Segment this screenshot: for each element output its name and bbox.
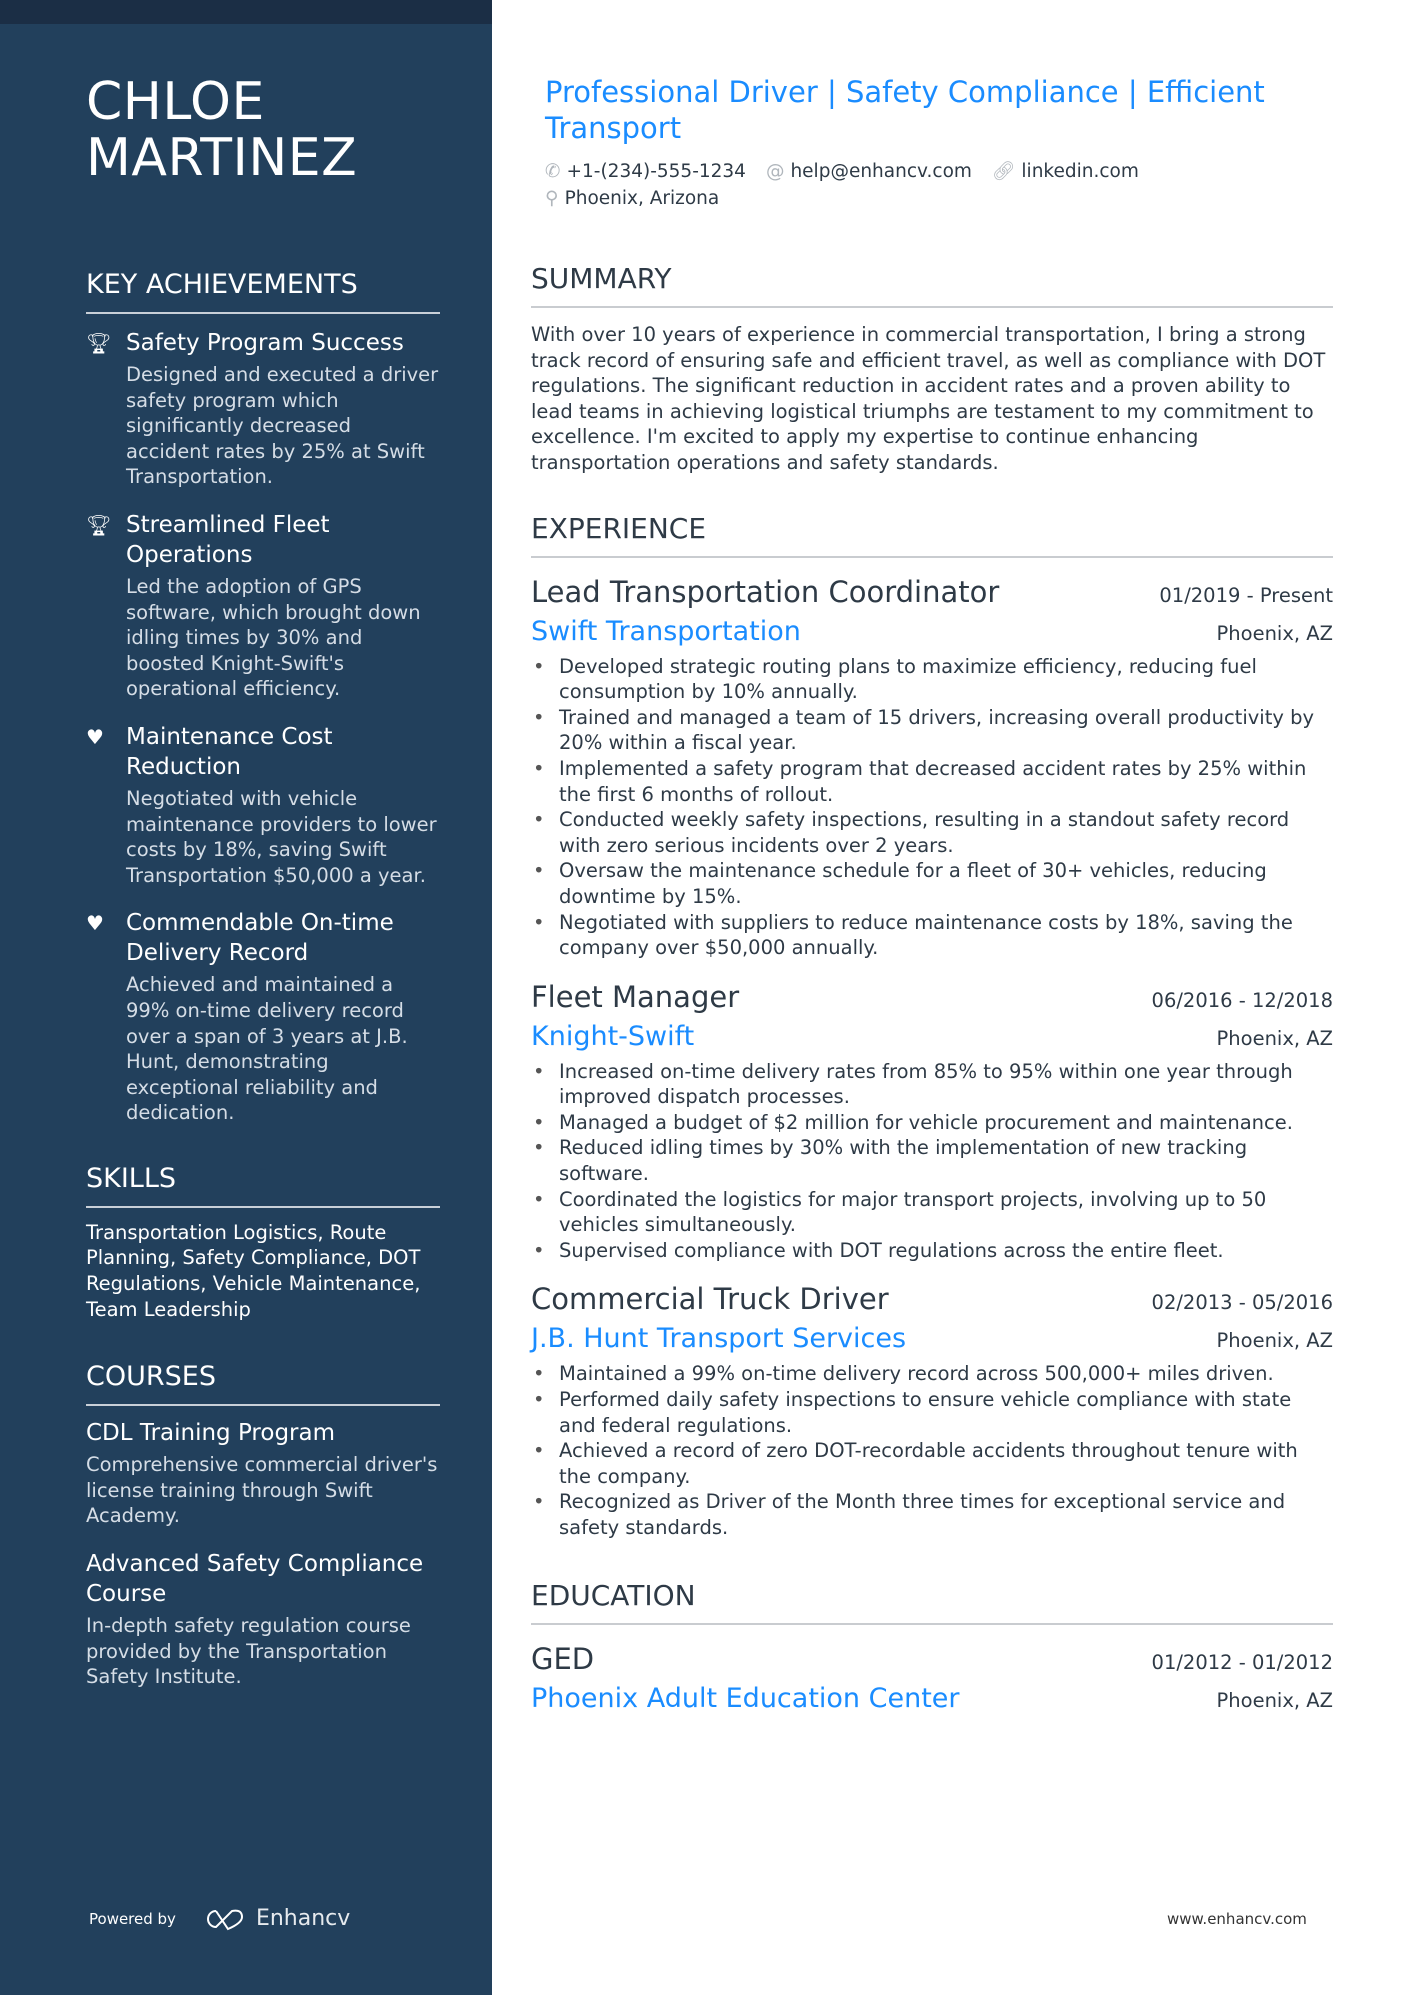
email[interactable] — [766, 158, 972, 185]
location-text: Phoenix, Arizona — [564, 188, 720, 209]
contact-info — [545, 158, 1245, 212]
achievement-body — [126, 328, 440, 490]
job-entry — [531, 1279, 1333, 1540]
job-location: Phoenix, AZ — [1216, 621, 1333, 645]
headline: Professional Driver | Safety Compliance | Efficient Transport — [545, 75, 1265, 145]
job-dates: 02/2013 - 05/2016 — [1151, 1291, 1333, 1315]
bullet-item: • Oversaw the maintenance schedule for a fleet of 30+ vehicles, reducing downtime by 15%. — [531, 858, 1333, 909]
link-icon: 🔗︎ — [991, 161, 1016, 182]
skills-heading: SKILLS — [86, 1162, 440, 1208]
trophy-icon: 🏆︎ — [86, 512, 112, 537]
course-description: Comprehensive commercial driver's license training through Swift Academy. — [86, 1453, 438, 1528]
bullet-item: • Reduced idling times by 30% with the implementation of new tracking software. — [531, 1135, 1333, 1186]
achievement-body — [126, 908, 440, 1126]
achievement-title: Safety Program Success — [126, 330, 404, 356]
job-header — [531, 977, 1333, 1017]
last-name: MARTINEZ — [86, 128, 358, 188]
achievement-description: Led the adoption of GPS software, which brought down idling times by 30% and boosted Knight-Swift's operational efficiency. — [126, 574, 421, 701]
link-text[interactable]: linkedin.com — [1021, 161, 1139, 182]
bullet-item: • Trained and managed a team of 15 drivers, increasing overall productivity by 20% within a fiscal year. — [531, 705, 1333, 756]
achievement-item — [86, 722, 440, 888]
achievements-heading: KEY ACHIEVEMENTS — [86, 268, 440, 314]
enhancv-logo[interactable] — [202, 1906, 350, 1931]
summary-text: With over 10 years of experience in commercial transportation, I bring a strong track record of ensuring safe and efficient travel, as well as compliance with DOT regulations. The significant reduction in accident rates and a proven ability to lead teams in achieving logistical triumphs are testament to my commitment to excellence. I'm excited to apply my expertise to continue enhancing transportation operations and safety standards. — [531, 323, 1326, 474]
bullet-item: • Supervised compliance with DOT regulations across the entire fleet. — [531, 1238, 1333, 1264]
achievement-title: Streamlined Fleet Operations — [126, 511, 330, 568]
skills-text: Transportation Logistics, Route Planning, Safety Compliance, DOT Regulations, Vehicle Maintenance, Team Leadership — [86, 1220, 421, 1321]
bullet-item: • Coordinated the logistics for major transport projects, involving up to 50 vehicles simultaneously. — [531, 1187, 1333, 1238]
bullet-item: • Negotiated with suppliers to reduce maintenance costs by 18%, saving the company over $50,000 annually. — [531, 910, 1333, 961]
achievement-item — [86, 510, 440, 702]
course-title: Advanced Safety Compliance Course — [86, 1551, 424, 1608]
phone — [545, 158, 746, 185]
courses-list — [86, 1418, 440, 1690]
email-text[interactable]: help@enhancv.com — [790, 161, 972, 182]
phone-icon: ✆ — [545, 161, 561, 182]
heart-icon: ♥ — [86, 724, 104, 749]
job-title: Commercial Truck Driver — [531, 1282, 889, 1317]
achievement-item — [86, 908, 440, 1126]
company-name: Knight-Swift — [531, 1020, 695, 1052]
location — [545, 185, 719, 212]
company-name: J.B. Hunt Transport Services — [531, 1323, 907, 1355]
course-title: CDL Training Program — [86, 1420, 336, 1447]
achievements-list — [86, 328, 440, 1126]
sidebar — [0, 0, 492, 1995]
company-name: Swift Transportation — [531, 615, 801, 647]
first-name: CHLOE — [86, 72, 265, 132]
achievement-item — [86, 328, 440, 490]
job-company-row — [531, 612, 1333, 652]
bullet-item: • Maintained a 99% on-time delivery record across 500,000+ miles driven. — [531, 1361, 1333, 1387]
achievement-body — [126, 722, 440, 888]
achievement-description: Negotiated with vehicle maintenance providers to lower costs by 18%, saving Swift Transportation $50,000 a year. — [126, 786, 437, 887]
experience-list — [531, 572, 1333, 1541]
bullet-item: • Managed a budget of $2 million for vehicle procurement and maintenance. — [531, 1110, 1333, 1136]
job-location: Phoenix, AZ — [1216, 1329, 1333, 1353]
bullet-item: • Developed strategic routing plans to maximize efficiency, reducing fuel consumption by 10% annually. — [531, 654, 1333, 705]
job-dates: 06/2016 - 12/2018 — [1151, 988, 1333, 1012]
summary-heading: SUMMARY — [531, 262, 1333, 308]
job-entry — [531, 977, 1333, 1264]
education-heading: EDUCATION — [531, 1579, 1333, 1625]
job-bullets — [531, 654, 1333, 961]
job-company-row — [531, 1319, 1333, 1359]
course-description: In-depth safety regulation course provided by the Transportation Safety Institute. — [86, 1614, 411, 1689]
job-title: Fleet Manager — [531, 979, 740, 1014]
location-pin-icon: ⚲ — [545, 188, 559, 209]
job-entry — [531, 572, 1333, 961]
bullet-item: • Increased on-time delivery rates from 85% to 95% within one year through improved dispatch processes. — [531, 1059, 1333, 1110]
course-item — [86, 1549, 440, 1690]
candidate-name — [86, 74, 440, 186]
job-header — [531, 1279, 1333, 1319]
education-location: Phoenix, AZ — [1216, 1688, 1333, 1712]
achievement-description: Designed and executed a driver safety program which significantly decreased accident rates by 25% at Swift Transportation. — [126, 363, 439, 489]
link[interactable] — [992, 158, 1139, 185]
powered-by — [89, 1906, 350, 1931]
job-company-row — [531, 1017, 1333, 1057]
main-content — [531, 74, 1333, 1719]
heart-icon: ♥ — [86, 911, 104, 936]
bullet-item: • Achieved a record of zero DOT-recordable accidents throughout tenure with the company. — [531, 1438, 1333, 1489]
bullet-item: • Conducted weekly safety inspections, resulting in a standout safety record with zero serious incidents over 2 years. — [531, 807, 1333, 858]
achievement-body — [126, 510, 440, 702]
bullet-item: • Implemented a safety program that decreased accident rates by 25% within the first 6 months of rollout. — [531, 756, 1333, 807]
job-header — [531, 572, 1333, 612]
bullet-item: • Performed daily safety inspections to ensure vehicle compliance with state and federal regulations. — [531, 1387, 1333, 1438]
school: Phoenix Adult Education Center — [531, 1682, 960, 1714]
top-band — [0, 0, 492, 24]
job-dates: 01/2019 - Present — [1159, 583, 1333, 607]
enhancv-logo-icon — [202, 1907, 248, 1931]
degree: GED — [531, 1641, 595, 1676]
at-icon: @ — [765, 161, 785, 182]
enhancv-logo-text: Enhancv — [255, 1906, 351, 1931]
education-entry — [531, 1639, 1333, 1719]
achievement-title: Maintenance Cost Reduction — [126, 723, 333, 780]
achievement-description: Achieved and maintained a 99% on-time delivery record over a span of 3 years at J.B. Hunt, demonstrating exceptional reliability and dedication. — [126, 973, 408, 1125]
courses-heading: COURSES — [86, 1360, 440, 1406]
job-bullets — [531, 1059, 1333, 1264]
job-bullets — [531, 1361, 1333, 1540]
bullet-item: • Recognized as Driver of the Month three times for exceptional service and safety standards. — [531, 1489, 1333, 1540]
experience-heading: EXPERIENCE — [531, 512, 1333, 558]
course-item — [86, 1418, 440, 1529]
footer-url[interactable]: www.enhancv.com — [1167, 1910, 1307, 1928]
trophy-icon: 🏆︎ — [86, 331, 112, 355]
education-dates: 01/2012 - 01/2012 — [1151, 1650, 1333, 1674]
phone-text: +1-(234)-555-1234 — [566, 161, 746, 182]
powered-by-label: Powered by — [89, 1909, 176, 1928]
achievement-title: Commendable On-time Delivery Record — [126, 910, 394, 967]
job-title: Lead Transportation Coordinator — [531, 574, 1000, 609]
job-location: Phoenix, AZ — [1216, 1026, 1333, 1050]
